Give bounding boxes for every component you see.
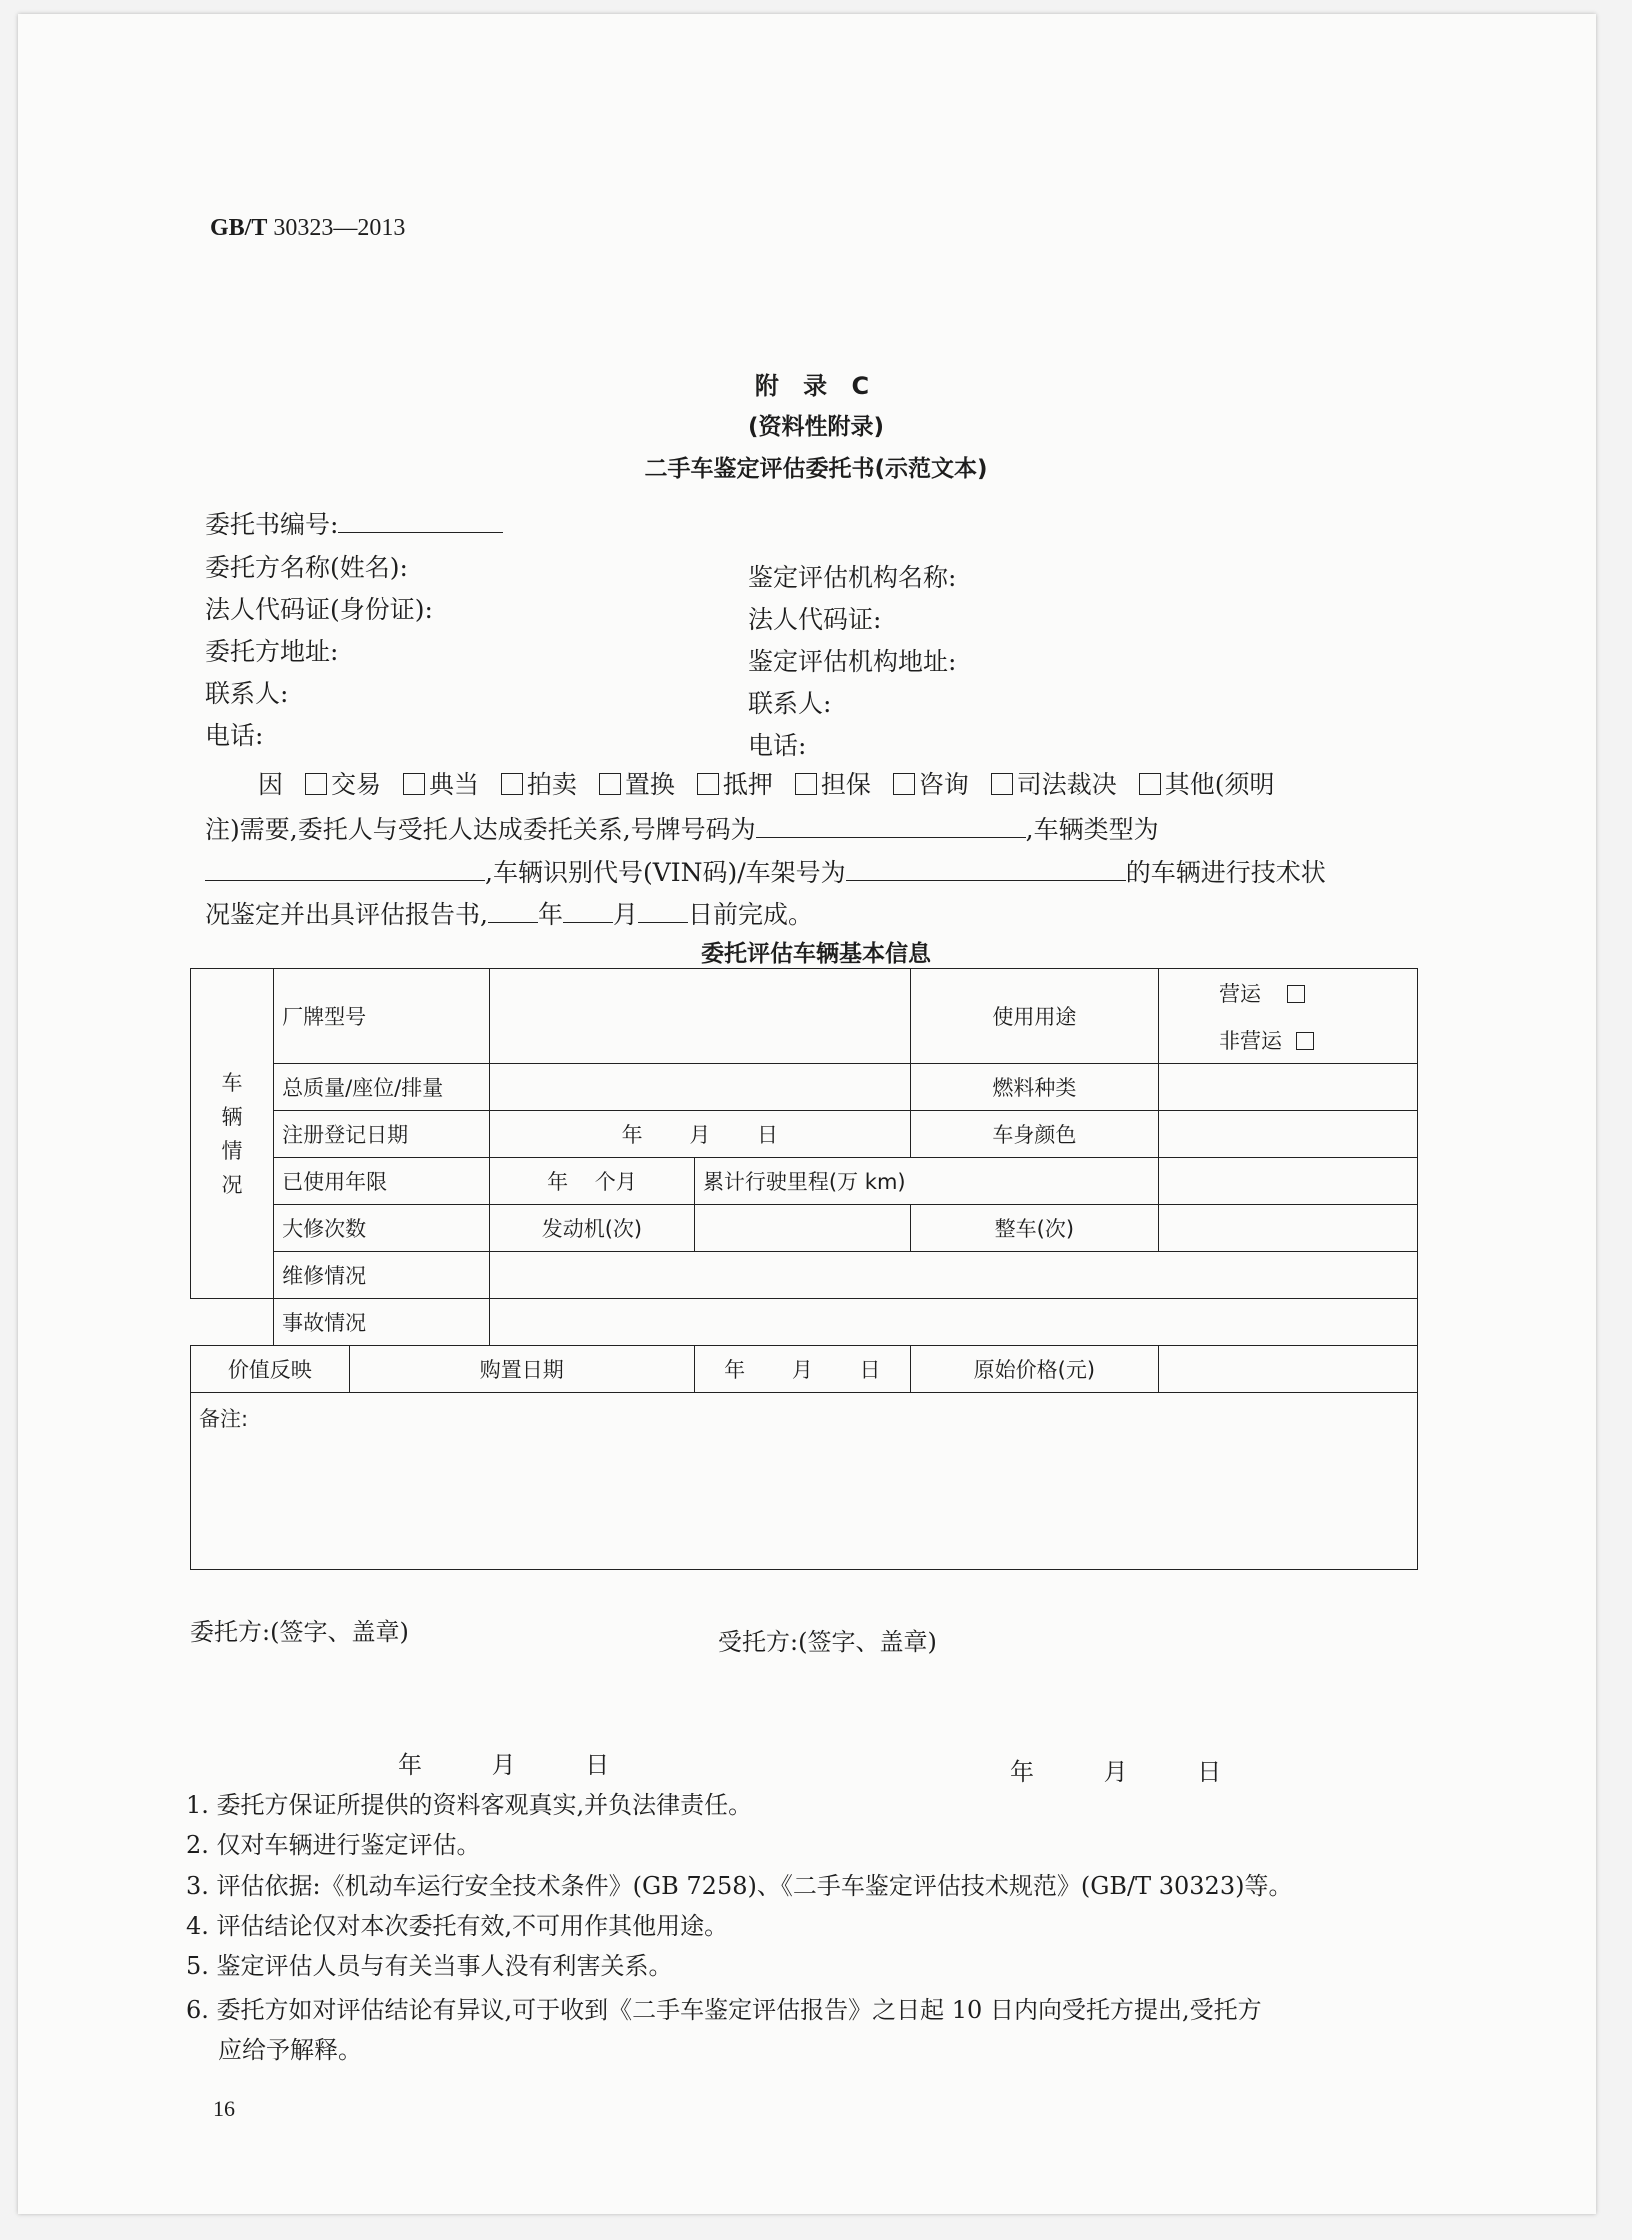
mass-value[interactable]	[489, 1064, 910, 1111]
purpose-line-3: ,车辆识别代号(VIN码)/车架号为 的车辆进行技术状	[205, 853, 1326, 889]
overhaul-label: 大修次数	[274, 1205, 490, 1252]
purpose-line-2: 注)需要,委托人与受托人达成委托关系,号牌号码为 ,车辆类型为	[205, 815, 1159, 844]
entrust-number-blank[interactable]	[338, 510, 503, 533]
mass-label: 总质量/座位/排量	[274, 1064, 490, 1111]
checkbox-operating[interactable]	[1287, 985, 1305, 1003]
repair-label: 维修情况	[274, 1252, 490, 1299]
value-label: 价值反映	[191, 1346, 350, 1393]
field-phone: 电话:	[205, 721, 264, 750]
annex-title: 附 录 C	[754, 372, 878, 400]
field-legal-code: 法人代码证(身份证):	[205, 595, 433, 624]
remarks-cell[interactable]: 备注:	[191, 1393, 1418, 1570]
trustee-date: 年 月 日	[1010, 1758, 1222, 1786]
plate-number-blank[interactable]	[756, 815, 1026, 838]
checkbox-non-operating[interactable]	[1296, 1032, 1314, 1050]
checkbox-mortgage[interactable]	[697, 773, 719, 795]
field-entrust-number: 委托书编号:	[205, 505, 503, 541]
day-blank[interactable]	[638, 900, 688, 923]
fuel-value[interactable]	[1158, 1064, 1417, 1111]
purpose-line-4: 况鉴定并出具评估报告书, 年 月 日前完成。	[205, 900, 813, 929]
purchase-label: 购置日期	[349, 1346, 694, 1393]
purpose-line: 因 交易 典当 拍卖 置换 抵押 担保 咨询 司法裁决 其他(须明	[258, 770, 1275, 799]
field-agency-name: 鉴定评估机构名称:	[748, 563, 957, 592]
field-contact: 联系人:	[205, 679, 289, 708]
field-agency-address: 鉴定评估机构地址:	[748, 647, 957, 676]
accident-value[interactable]	[489, 1299, 1417, 1346]
note-6-cont: 应给予解释。	[218, 2036, 362, 2064]
vehicle-type-blank[interactable]	[205, 858, 485, 881]
checkbox-judicial[interactable]	[991, 773, 1013, 795]
field-client-address: 委托方地址:	[205, 637, 339, 666]
accident-label: 事故情况	[274, 1299, 490, 1346]
purchase-value[interactable]: 年 月 日	[694, 1346, 910, 1393]
whole-value[interactable]	[1158, 1205, 1417, 1252]
engine-value[interactable]	[694, 1205, 910, 1252]
brand-label: 厂牌型号	[274, 969, 490, 1064]
document-title: 二手车鉴定评估委托书(示范文本)	[644, 456, 988, 482]
section-vehicle-label: 车 辆 情 况	[191, 969, 274, 1299]
used-years-label: 已使用年限	[274, 1158, 490, 1205]
price-label: 原始价格(元)	[910, 1346, 1158, 1393]
field-client-name: 委托方名称(姓名):	[205, 553, 408, 582]
client-signature: 委托方:(签字、盖章)	[190, 1618, 409, 1646]
annex-type: (资料性附录)	[747, 414, 885, 440]
usage-non-operating: 非营运	[1158, 1016, 1417, 1064]
note-1: 1. 委托方保证所提供的资料客观真实,并负法律责任。	[186, 1791, 753, 1819]
vin-blank[interactable]	[846, 858, 1126, 881]
reg-date-value[interactable]: 年 月 日	[489, 1111, 910, 1158]
note-3: 3. 评估依据:《机动车运行安全技术条件》(GB 7258)、《二手车鉴定评估技术规范》(GB/T 30323)等。	[186, 1872, 1293, 1900]
note-2: 2. 仅对车辆进行鉴定评估。	[186, 1831, 481, 1859]
reg-date-label: 注册登记日期	[274, 1111, 490, 1158]
checkbox-guarantee[interactable]	[795, 773, 817, 795]
field-agency-legal-code: 法人代码证:	[748, 605, 882, 634]
checkbox-replace[interactable]	[599, 773, 621, 795]
checkbox-pawn[interactable]	[403, 773, 425, 795]
client-date: 年 月 日	[398, 1751, 610, 1779]
whole-label: 整车(次)	[910, 1205, 1158, 1252]
color-value[interactable]	[1158, 1111, 1417, 1158]
standard-code: GB/T 30323—2013	[210, 215, 406, 241]
used-years-value[interactable]: 年 个月	[489, 1158, 694, 1205]
checkbox-auction[interactable]	[501, 773, 523, 795]
checkbox-other[interactable]	[1139, 773, 1161, 795]
note-4: 4. 评估结论仅对本次委托有效,不可用作其他用途。	[186, 1912, 729, 1940]
trustee-signature: 受托方:(签字、盖章)	[718, 1628, 937, 1656]
table-title: 委托评估车辆基本信息	[701, 941, 931, 967]
field-agency-contact: 联系人:	[748, 689, 832, 718]
note-5: 5. 鉴定评估人员与有关当事人没有利害关系。	[186, 1952, 673, 1980]
year-blank[interactable]	[488, 900, 538, 923]
page-number: 16	[213, 2096, 235, 2121]
color-label: 车身颜色	[910, 1111, 1158, 1158]
fuel-label: 燃料种类	[910, 1064, 1158, 1111]
usage-operating: 营运	[1158, 969, 1417, 1017]
usage-label: 使用用途	[910, 969, 1158, 1064]
price-value[interactable]	[1158, 1346, 1417, 1393]
mileage-label: 累计行驶里程(万 km)	[694, 1158, 1158, 1205]
checkbox-consult[interactable]	[893, 773, 915, 795]
field-agency-phone: 电话:	[748, 731, 807, 760]
checkbox-trade[interactable]	[305, 773, 327, 795]
mileage-value[interactable]	[1158, 1158, 1417, 1205]
note-6: 6. 委托方如对评估结论有异议,可于收到《二手车鉴定评估报告》之日起 10 日内向受托方提出,受托方	[186, 1996, 1262, 2024]
vehicle-info-table	[190, 968, 1418, 1570]
spacer-cell	[191, 1299, 274, 1346]
engine-label: 发动机(次)	[489, 1205, 694, 1252]
repair-value[interactable]	[489, 1252, 1417, 1299]
brand-value[interactable]	[489, 969, 910, 1064]
month-blank[interactable]	[563, 900, 613, 923]
